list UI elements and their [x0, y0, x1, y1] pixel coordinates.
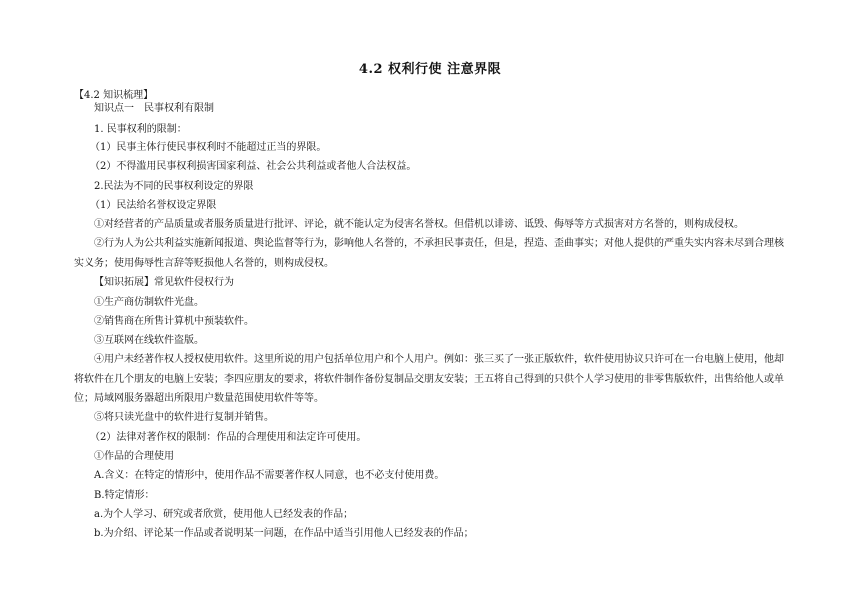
text-line: 实义务；使用侮辱性言辞等贬损他人名誉的，则构成侵权。 [74, 258, 334, 269]
text-line: 位；局域网服务器超出所限用户数量范围使用软件等等。 [74, 393, 324, 404]
text-line: ②销售商在所售计算机中预装软件。 [94, 316, 254, 327]
text-line: ①对经营者的产品质量或者服务质量进行批评、评论，就不能认定为侵害名誉权。但借机以诽谤、诋毁、侮辱等方式损害对方名誉的，则构成侵权。 [94, 219, 744, 230]
knowledge-point-heading: 知识点一 民事权利有限制 [94, 103, 214, 114]
text-line: b.为介绍、评论某一作品或者说明某一问题，在作品中适当引用他人已经发表的作品； [94, 528, 474, 539]
text-line: a.为个人学习、研究或者欣赏，使用他人已经发表的作品； [94, 509, 354, 520]
page-title: 4.2 权利行使 注意界限 [358, 62, 502, 77]
text-line: （1）民事主体行使民事权利时不能超过正当的界限。 [90, 142, 327, 153]
text-line: 1. 民事权利的限制： [94, 124, 187, 135]
text-line: ⑤将只读光盘中的软件进行复制并销售。 [94, 412, 274, 423]
text-line: （2）法律对著作权的限制：作品的合理使用和法定许可使用。 [90, 432, 367, 443]
text-line: ①作品的合理使用 [94, 451, 174, 462]
text-line: A.含义：在特定的情形中，使用作品不需要著作权人同意，也不必支付使用费。 [94, 470, 445, 481]
text-line: B.特定情形： [94, 490, 155, 501]
text-line: ②行为人为公共利益实施新闻报道、舆论监督等行为，影响他人名誉的，不承担民事责任，但是，捏造、歪曲事实；对他人提供的严重失实内容未尽到合理核 [94, 238, 784, 249]
text-line: ④用户未经著作权人授权使用软件。这里所说的用户包括单位用户和个人用户。例如：张三买了一张正版软件，软件使用协议只许可在一台电脑上使用，他却 [94, 354, 784, 365]
text-line: （1）民法给名誉权设定界限 [90, 200, 217, 211]
text-line: 2.民法为不同的民事权利设定的界限 [94, 181, 254, 192]
text-line: （2）不得滥用民事权利损害国家利益、社会公共利益或者他人合法权益。 [90, 161, 417, 172]
section-tag: 【4.2 知识梳理】 [74, 90, 154, 101]
text-line: 将软件在几个朋友的电脑上安装；李四应朋友的要求，将软件制作备份复制品交朋友安装；王五将自己得到的只供个人学习使用的非零售版软件，出售给他人或单 [74, 374, 784, 385]
text-line: ③互联网在线软件盗版。 [94, 335, 204, 346]
knowledge-extension-heading: 【知识拓展】常见软件侵权行为 [94, 277, 234, 288]
text-line: ①生产商仿制软件光盘。 [94, 297, 204, 308]
